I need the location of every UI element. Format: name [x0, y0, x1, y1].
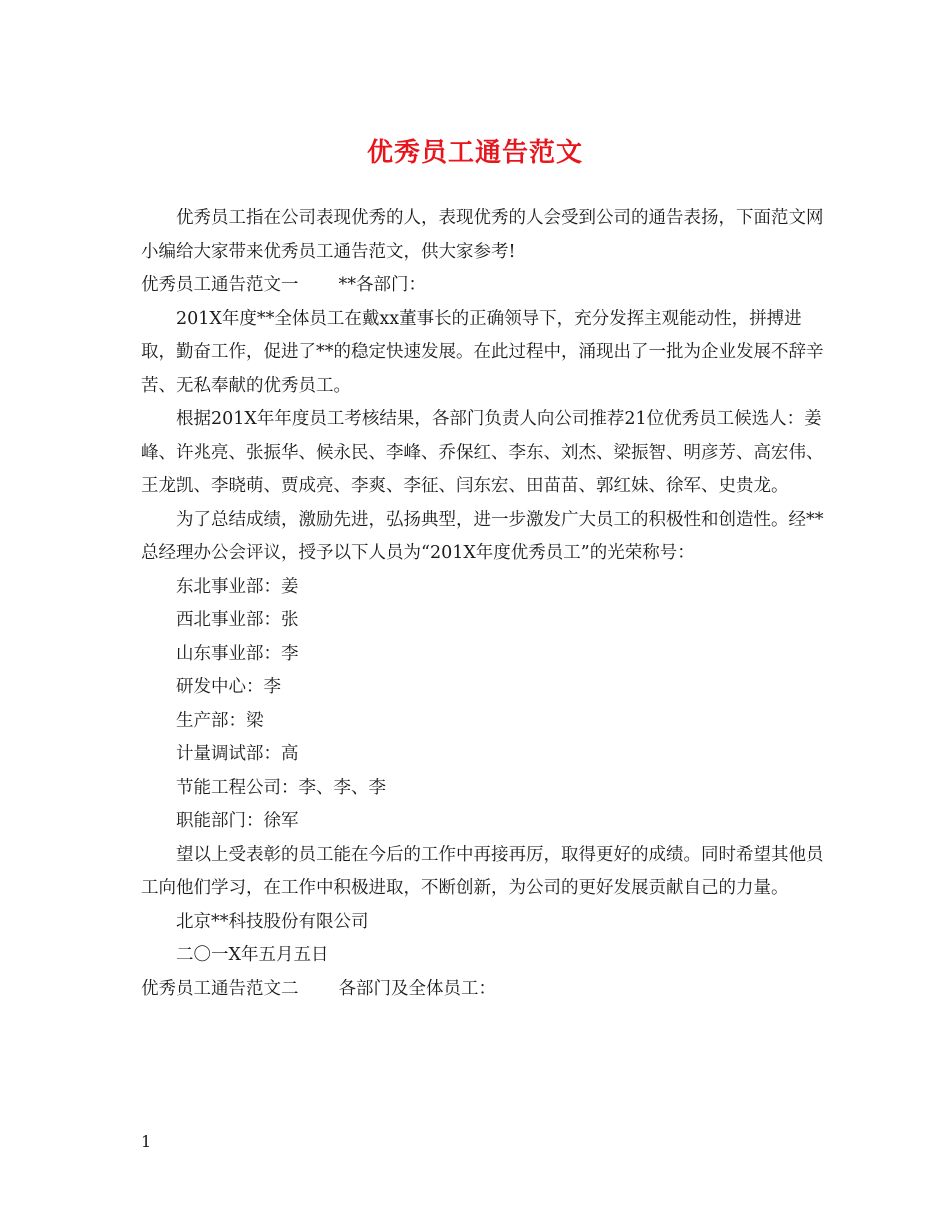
award-line: 西北事业部：张	[176, 610, 299, 630]
sample1-salutation: **各部门：	[338, 275, 426, 295]
award-line: 山东事业部：李	[176, 643, 299, 664]
award-line: 计量调试部：高	[176, 744, 299, 764]
award-line: 职能部门：徐军	[176, 811, 299, 831]
sample1-paragraph-1: 201X年度**全体员工在戴xx董事长的正确领导下，充分发挥主观能动性，拼搏进取，勤奋工作，促进了**的稳定快速发展。在此过程中，涌现出了一批为企业发展不辞辛苦、无私奉献的优秀员工。	[141, 308, 824, 396]
sample1-paragraph-2: 根据201X年年度员工考核结果，各部门负责人向公司推荐21位优秀员工候选人：姜峰、许兆亮、张振华、候永民、李峰、乔保红、李东、刘杰、梁振智、明彦芳、高宏伟、王龙凯、李晓萌、贾成亮、李爽、李征、闫东宏、田苗苗、郭红妹、徐军、史贵龙。	[141, 409, 824, 496]
sample1-paragraph-3: 为了总结成绩，激励先进，弘扬典型，进一步激发广大员工的积极性和创造性。经**总经理办公会评议，授予以下人员为“201X年度优秀员工”的光荣称号：	[141, 509, 824, 563]
award-line: 节能工程公司：李、李、李	[176, 777, 386, 798]
sample1-paragraph-4: 望以上受表彰的员工能在今后的工作中再接再厉，取得更好的成绩。同时希望其他员工向他们学习，在工作中积极进取，不断创新，为公司的更好发展贡献自己的力量。	[141, 844, 824, 898]
sample2-heading: 优秀员工通告范文二	[141, 978, 299, 999]
award-line: 生产部：梁	[176, 710, 264, 731]
award-line: 研发中心：李	[176, 677, 281, 697]
sample2-heading-line	[141, 973, 831, 1007]
page-number: 1	[141, 1132, 152, 1151]
award-line: 东北事业部：姜	[176, 576, 299, 597]
sample1-heading: 优秀员工通告范文一	[141, 275, 299, 295]
sample1-heading-line	[141, 269, 831, 303]
signature-date: 二〇一X年五月五日	[176, 945, 329, 965]
document-body	[141, 202, 831, 1006]
intro-paragraph: 优秀员工指在公司表现优秀的人，表现优秀的人会受到公司的通告表扬，下面范文网小编给大家带来优秀员工通告范文，供大家参考!	[141, 208, 824, 262]
signature-company: 北京**科技股份有限公司	[176, 911, 369, 932]
page-title: 优秀员工通告范文	[366, 138, 583, 168]
sample2-salutation: 各部门及全体员工：	[338, 978, 496, 999]
